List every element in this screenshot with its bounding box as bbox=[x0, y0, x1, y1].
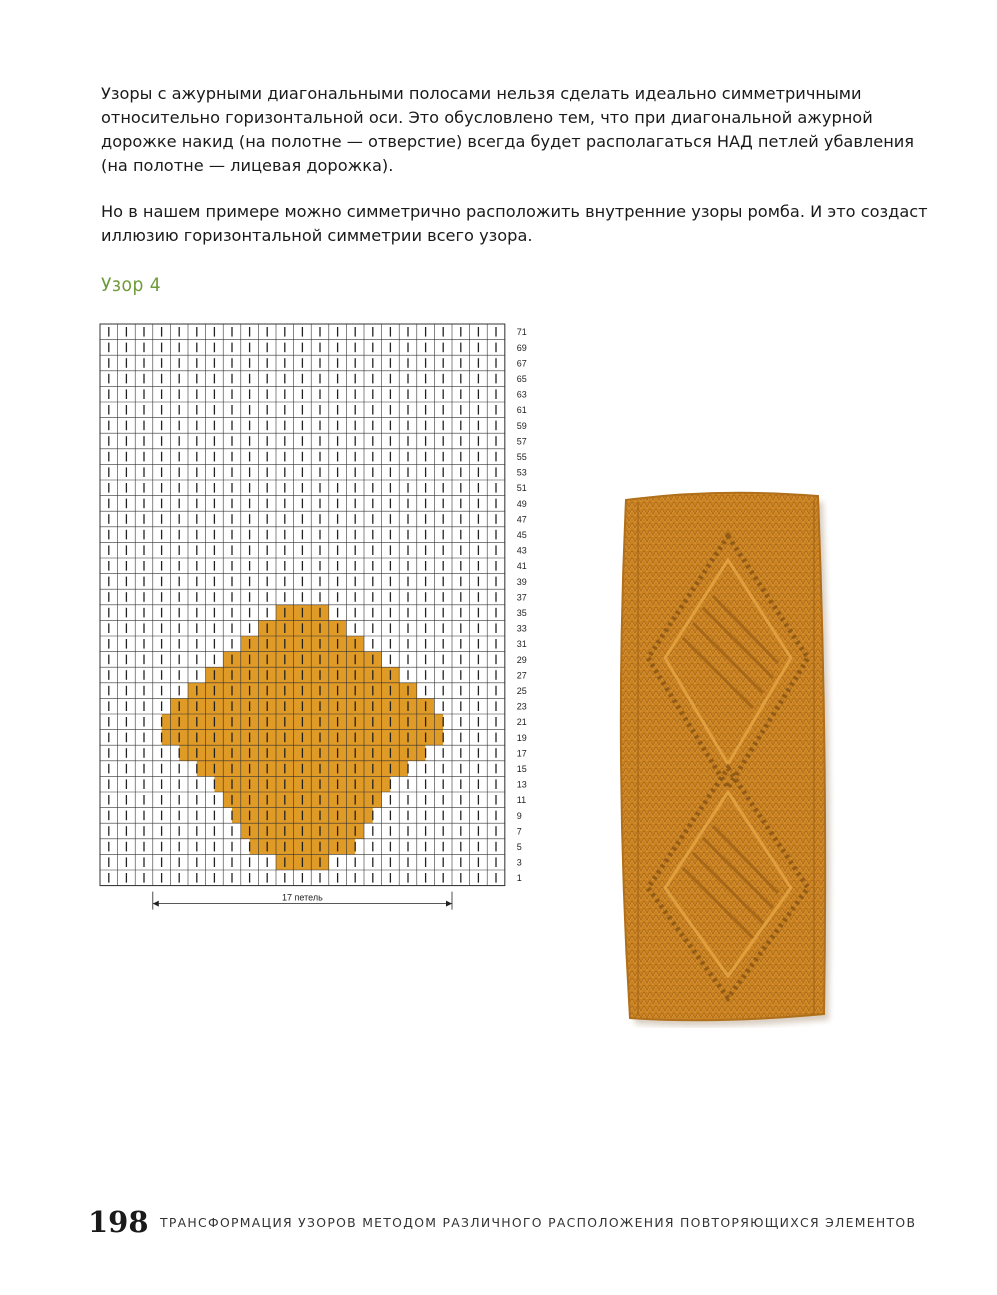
row-number: 61 bbox=[516, 405, 527, 416]
row-number: 7 bbox=[516, 826, 522, 837]
row-number: 13 bbox=[516, 779, 527, 790]
row-number: 27 bbox=[516, 670, 527, 681]
row-number: 53 bbox=[516, 467, 527, 478]
row-number: 45 bbox=[516, 530, 527, 541]
row-number: 29 bbox=[516, 654, 527, 665]
row-number: 25 bbox=[516, 686, 527, 697]
row-number: 55 bbox=[516, 452, 527, 463]
row-number: 57 bbox=[516, 436, 527, 447]
row-number: 21 bbox=[516, 717, 527, 728]
row-number: 19 bbox=[516, 732, 527, 743]
row-number: 11 bbox=[516, 795, 527, 806]
row-number: 31 bbox=[516, 639, 527, 650]
row-number: 37 bbox=[516, 592, 527, 603]
running-title: ТРАНСФОРМАЦИЯ УЗОРОВ МЕТОДОМ РАЗЛИЧНОГО РАСПОЛОЖЕНИЯ ПОВТОРЯЮЩИХСЯ ЭЛЕМЕНТОВ bbox=[160, 1215, 917, 1230]
row-number: 59 bbox=[516, 420, 527, 431]
row-number: 69 bbox=[516, 342, 527, 353]
row-number: 49 bbox=[516, 498, 527, 509]
intro-paragraph: Узоры с ажурными диагональными полосами нельзя сделать идеально симметричными относительно горизонтальной оси. Это обусловлено тем, что при диагональной ажурной дорожке накид (на полотне — отверстие) всегда будет располагаться НАД петлей убавления (на полотне — лицевая дорожка). bbox=[101, 84, 915, 175]
row-number: 23 bbox=[516, 701, 527, 712]
row-number: 5 bbox=[516, 842, 522, 853]
row-number: 35 bbox=[516, 608, 527, 619]
repeat-label: 17 петель bbox=[282, 892, 323, 903]
pattern-title: Узор 4 bbox=[101, 274, 162, 296]
row-number: 63 bbox=[516, 389, 527, 400]
row-number: 39 bbox=[516, 576, 527, 587]
example-paragraph: Но в нашем примере можно симметрично расположить внутренние узоры ромба. И это создаст иллюзию горизонтальной симметрии всего узора. bbox=[101, 202, 928, 245]
row-number: 43 bbox=[516, 545, 527, 556]
row-number: 17 bbox=[516, 748, 527, 759]
row-number: 3 bbox=[516, 857, 522, 868]
page-number: 198 bbox=[88, 1205, 149, 1239]
knitted-swatch-photo bbox=[608, 488, 838, 1032]
row-number: 9 bbox=[516, 810, 522, 821]
row-number: 33 bbox=[516, 623, 527, 634]
knitting-chart bbox=[98, 322, 538, 926]
row-number: 1 bbox=[516, 873, 522, 884]
row-number: 51 bbox=[516, 483, 527, 494]
row-number: 65 bbox=[516, 374, 527, 385]
row-number: 41 bbox=[516, 561, 527, 572]
row-number: 67 bbox=[516, 358, 527, 369]
row-number: 71 bbox=[516, 327, 527, 338]
row-number: 47 bbox=[516, 514, 527, 525]
row-number: 15 bbox=[516, 764, 527, 775]
